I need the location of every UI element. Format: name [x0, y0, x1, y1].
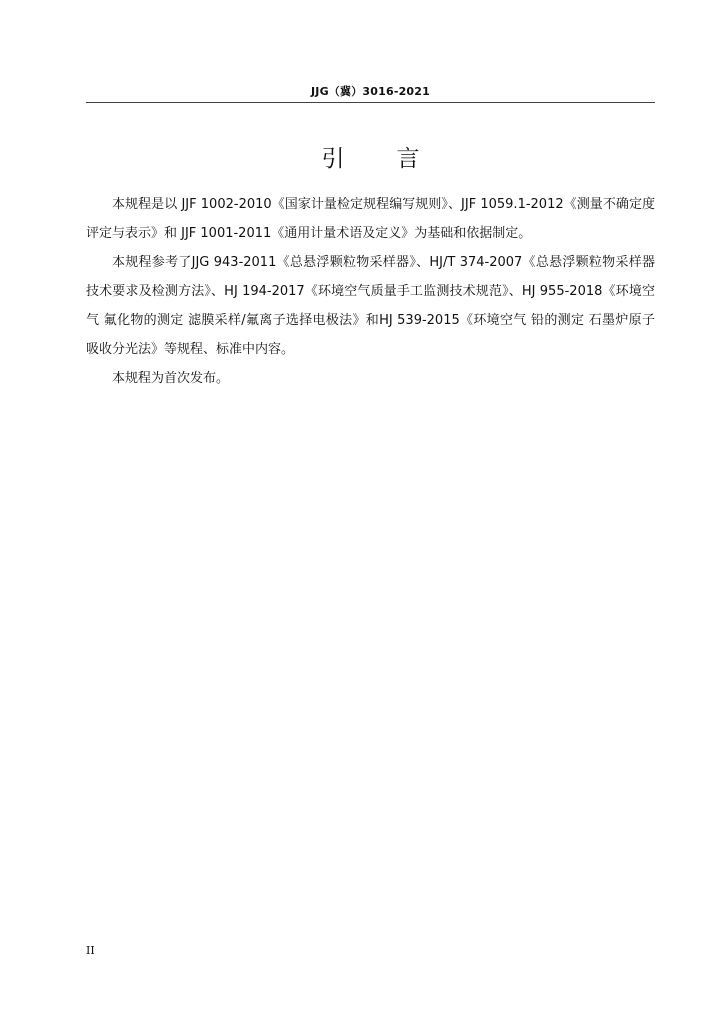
- page-number: II: [86, 944, 95, 957]
- paragraph-basis: 本规程是以 JJF 1002-2010《国家计量检定规程编写规则》、JJF 1059.1-2012《测量不确定度评定与表示》和 JJF 1001-2011《通用计量术语及定义》为基础和依据制定。: [86, 197, 655, 241]
- section-title-char-2: 言: [396, 146, 420, 172]
- header-divider: [86, 102, 655, 103]
- section-title-char-1: 引: [321, 146, 345, 172]
- section-title: [86, 142, 655, 176]
- paragraph-references: 本规程参考了JJG 943-2011《总悬浮颗粒物采样器》、HJ/T 374-2007《总悬浮颗粒物采样器技术要求及检测方法》、HJ 194-2017《环境空气质量手工监测技术规范》、HJ 955-2018《环境空气 氟化物的测定 滤膜采样/氟离子选择电极法》和HJ 539-2015《环境空气 铅的测定 石墨炉原子吸收分光法》等规程、标准中内容。: [86, 255, 655, 357]
- introduction-body: [86, 190, 655, 393]
- paragraph-first-release: 本规程为首次发布。: [112, 371, 230, 386]
- page-header-code: JJG（冀）3016-2021: [310, 85, 430, 98]
